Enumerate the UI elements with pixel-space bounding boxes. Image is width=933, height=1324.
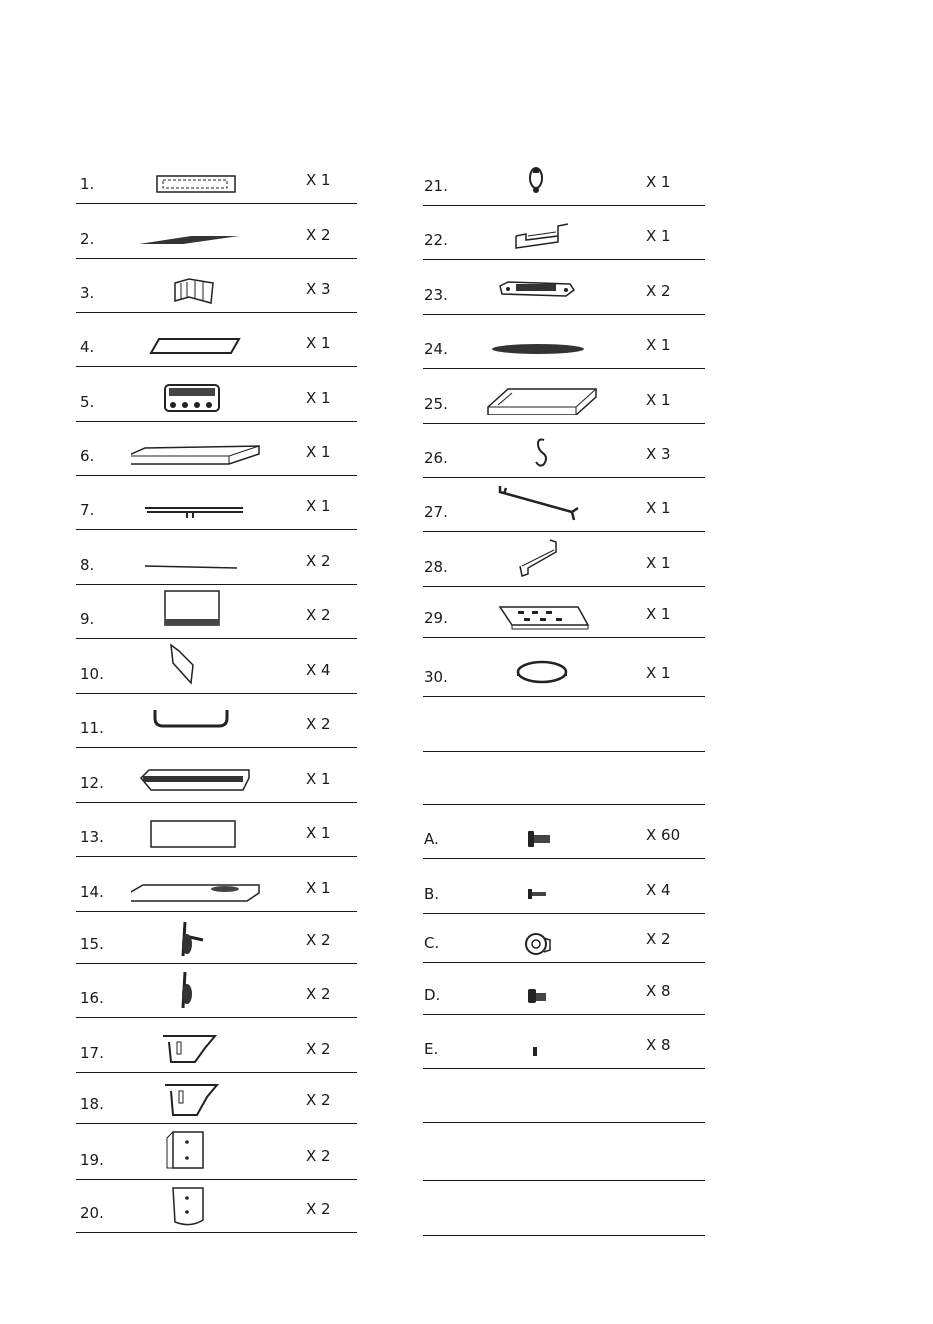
cooking-grate-icon [131,208,271,250]
part-row [76,530,357,585]
part-quantity: X 1 [306,334,331,352]
part-row [76,476,357,530]
part-number: 15. [80,935,104,953]
part-quantity: X 1 [306,879,331,897]
part-row [76,259,357,313]
part-quantity: X 2 [306,606,331,624]
part-quantity: X 1 [646,227,671,245]
part-row [423,752,705,805]
part-number: 5. [80,393,95,411]
part-quantity: X 2 [306,985,331,1003]
screw-a-icon [478,809,618,851]
part-quantity: X 1 [646,664,671,682]
handle-icon [131,698,271,740]
part-quantity: X 4 [306,661,331,679]
part-row [423,805,705,859]
part-row [76,204,357,259]
part-row [423,532,705,587]
part-number: 14. [80,883,104,901]
part-quantity: X 1 [306,770,331,788]
tray-icon [478,373,618,415]
part-quantity: X 2 [306,1040,331,1058]
part-row [76,912,357,964]
part-number: 11. [80,719,104,737]
short-bracket-icon [478,536,618,578]
part-row [423,914,705,963]
part-number: 29. [424,609,448,627]
grill-head-icon [131,371,271,413]
part-row [76,1180,357,1233]
part-number: D. [424,986,441,1004]
channel-bracket-icon [478,210,618,252]
flat-panel-icon [131,807,271,849]
castor-icon [131,968,271,1010]
bolt-icon [478,967,618,1009]
part-row [76,694,357,748]
part-number: 19. [80,1151,104,1169]
part-number: A. [424,830,439,848]
part-quantity: X 1 [306,171,331,189]
part-row [423,963,705,1015]
part-quantity: X 1 [646,554,671,572]
part-row [423,315,705,369]
vented-plate-icon [478,591,618,633]
part-number: C. [424,934,440,952]
part-quantity: X 3 [646,445,671,463]
part-quantity: X 2 [306,552,331,570]
parts-column-left [76,150,357,1233]
part-row [423,638,705,697]
part-number: 21. [424,177,448,195]
hose-clamp-icon [478,642,618,684]
part-number: 23. [424,286,448,304]
part-row [423,697,705,752]
part-row [423,206,705,260]
part-row [76,639,357,694]
part-number: 27. [424,503,448,521]
part-quantity: X 4 [646,881,671,899]
hinge-block-icon [478,264,618,306]
part-quantity: X 1 [646,173,671,191]
part-quantity: X 2 [646,282,671,300]
part-number: 22. [424,231,448,249]
screw-b-icon [478,863,618,905]
part-quantity: X 1 [646,391,671,409]
corner-bracket-icon [131,643,271,685]
part-row [76,748,357,803]
part-row [76,585,357,639]
shelf-bracket-right-icon [131,1077,271,1119]
part-row [423,424,705,478]
part-quantity: X 2 [306,1147,331,1165]
part-quantity: X 2 [306,226,331,244]
part-row [76,313,357,367]
round-grate-icon [478,319,618,361]
part-row [76,367,357,422]
washer-icon [478,918,618,960]
small-screw-icon [478,1019,618,1061]
part-number: 26. [424,449,448,467]
part-number: 3. [80,284,95,302]
flame-tamer-icon [131,263,271,305]
part-number: 25. [424,395,448,413]
drip-tray-icon [131,317,271,359]
mounting-plate-icon [131,1128,271,1170]
side-shelf-burner-icon [131,861,271,903]
part-row [76,803,357,857]
part-number: 9. [80,610,95,628]
control-panel-icon [131,154,271,196]
part-number: B. [424,885,440,903]
part-number: 4. [80,338,95,356]
part-row [423,150,705,206]
part-row [423,478,705,532]
part-row [423,1123,705,1181]
part-quantity: X 1 [306,824,331,842]
part-number: 16. [80,989,104,1007]
part-row [76,150,357,204]
shelf-bracket-left-icon [131,1022,271,1064]
rod-icon [131,534,271,576]
support-bar-icon [131,480,271,522]
part-number: 13. [80,828,104,846]
part-row [76,964,357,1018]
mounting-plate-2-icon [131,1184,271,1226]
long-bracket-icon [478,482,618,524]
part-row [423,859,705,914]
gas-regulator-icon [478,154,618,196]
part-row [76,1124,357,1180]
part-quantity: X 2 [306,1091,331,1109]
part-row [423,260,705,315]
table-top-panel-icon [131,426,271,468]
part-number: 12. [80,774,104,792]
part-number: 30. [424,668,448,686]
part-quantity: X 1 [646,499,671,517]
part-number: 8. [80,556,95,574]
part-row [76,857,357,912]
part-quantity: X 2 [306,931,331,949]
part-quantity: X 2 [306,715,331,733]
part-row [423,369,705,424]
locking-castor-icon [131,916,271,958]
part-row [423,1181,705,1236]
part-quantity: X 1 [306,443,331,461]
s-hook-icon [478,428,618,470]
part-number: 18. [80,1095,104,1113]
part-quantity: X 8 [646,982,671,1000]
part-quantity: X 3 [306,280,331,298]
part-number: 24. [424,340,448,358]
part-row [423,1015,705,1069]
part-number: 1. [80,175,95,193]
part-row [423,1069,705,1123]
part-number: 10. [80,665,104,683]
parts-column-right [423,150,705,1236]
part-quantity: X 1 [646,605,671,623]
part-quantity: X 2 [646,930,671,948]
part-quantity: X 1 [306,497,331,515]
part-row [76,1073,357,1124]
part-quantity: X 1 [646,336,671,354]
part-quantity: X 1 [306,389,331,407]
part-row [423,587,705,638]
side-panel-icon [131,589,271,631]
part-quantity: X 8 [646,1036,671,1054]
part-row [76,422,357,476]
part-number: 17. [80,1044,104,1062]
part-quantity: X 60 [646,826,681,844]
part-row [76,1018,357,1073]
part-number: 6. [80,447,95,465]
part-number: 7. [80,501,95,519]
part-number: 2. [80,230,95,248]
part-number: 20. [80,1204,104,1222]
part-number: E. [424,1040,439,1058]
side-burner-tray-icon [131,752,271,794]
part-quantity: X 2 [306,1200,331,1218]
part-number: 28. [424,558,448,576]
